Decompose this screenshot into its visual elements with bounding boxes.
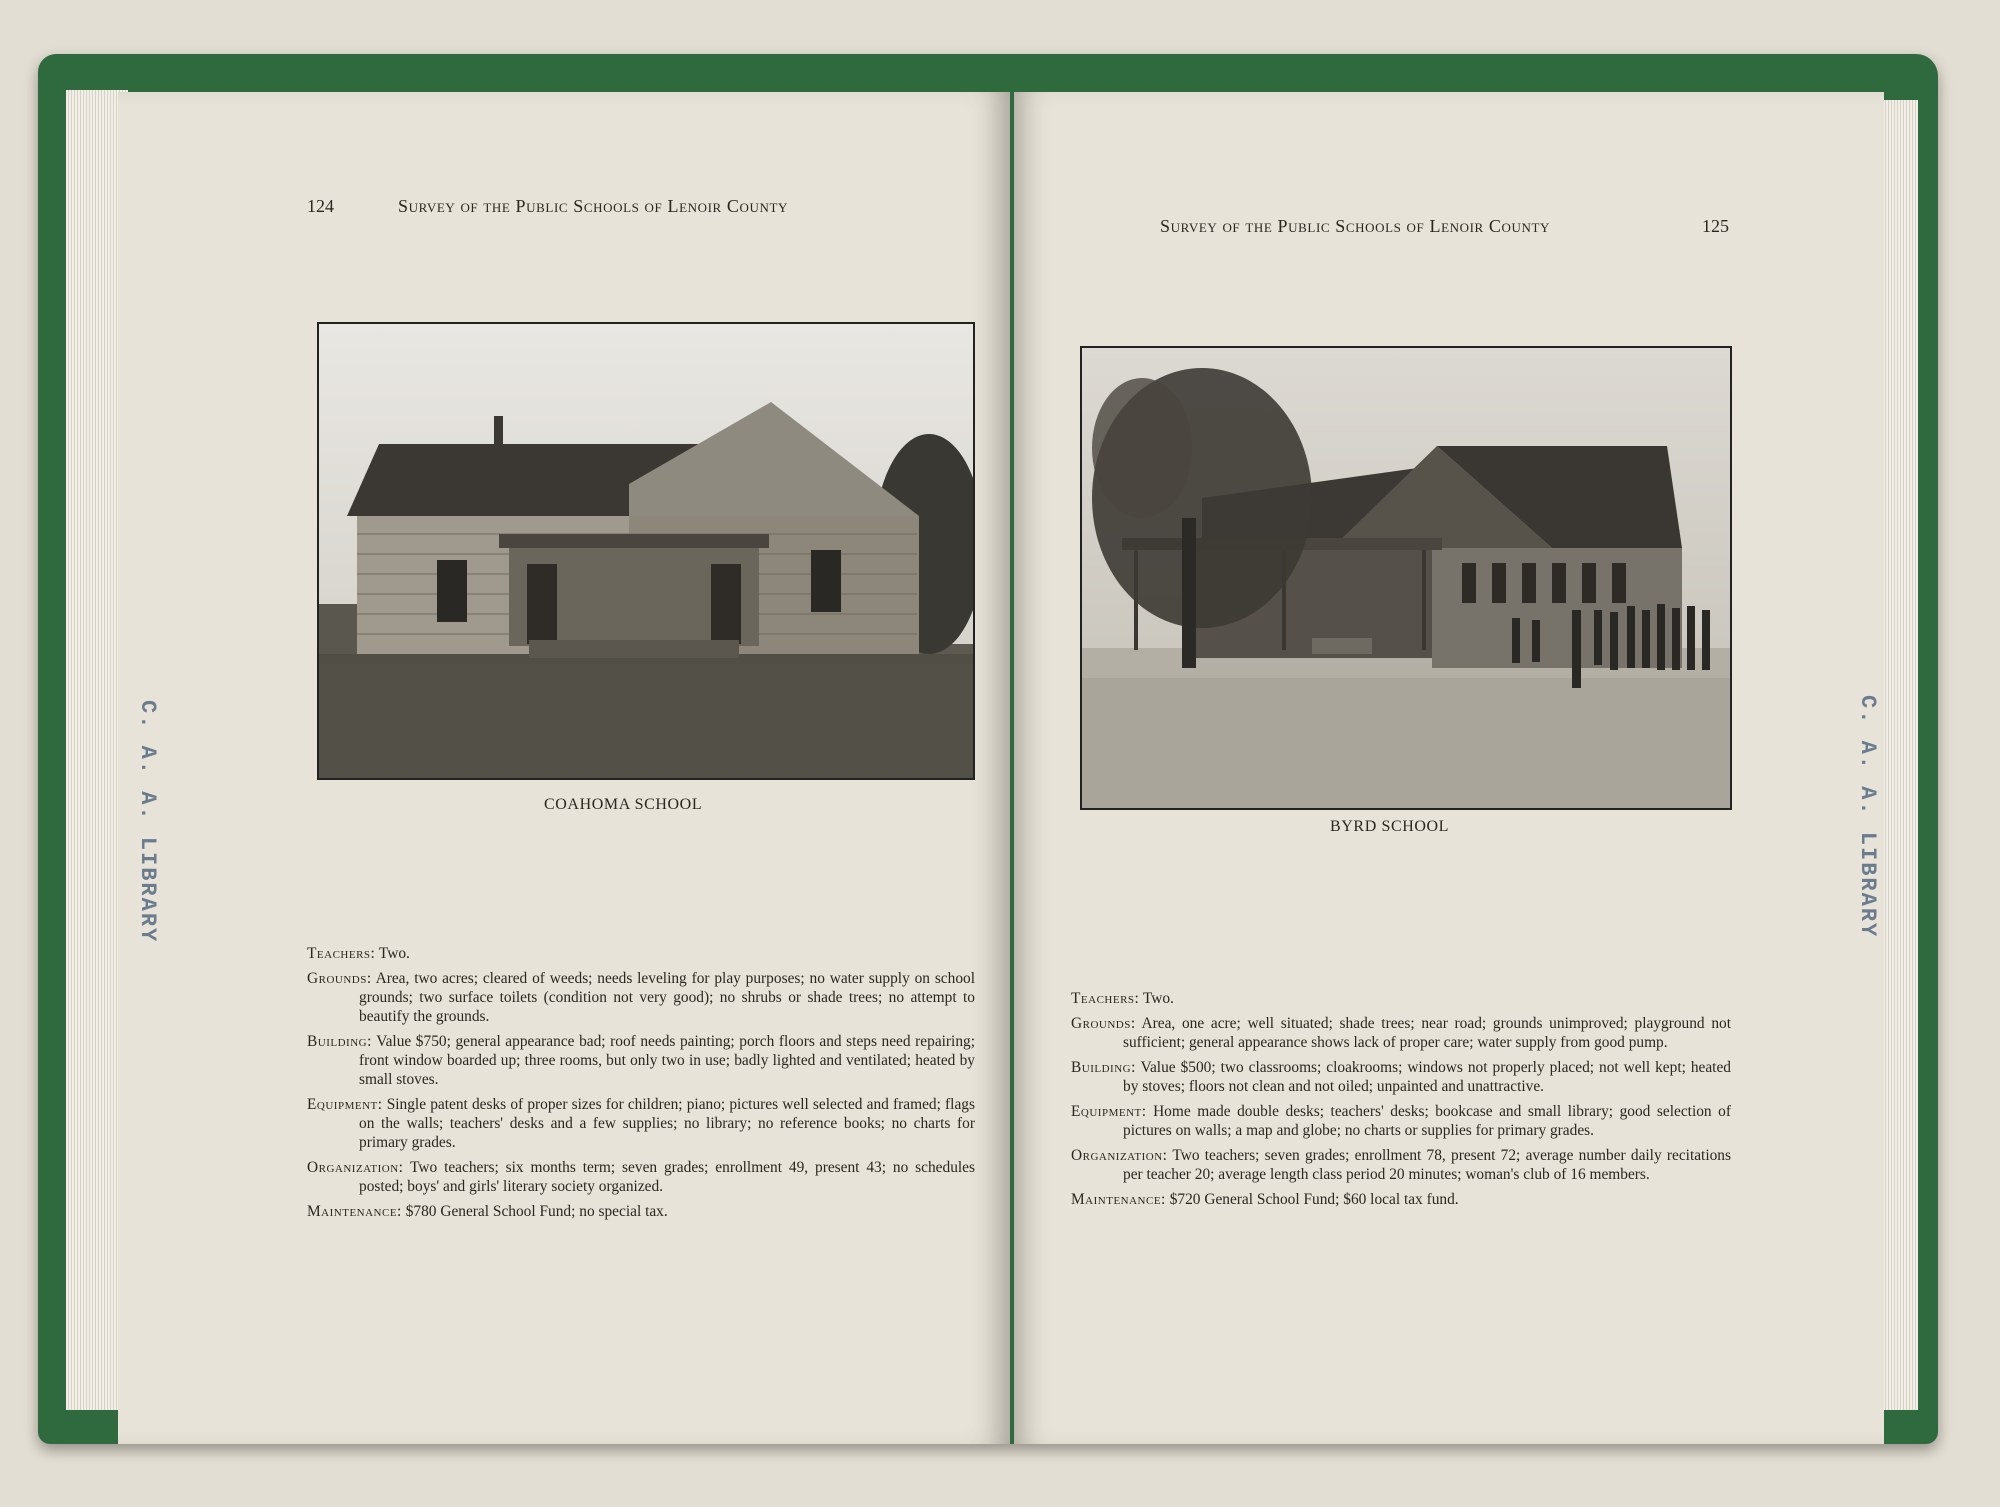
entry-organization: Organization: Two teachers; six months term; seven grades; enrollment 49, present 43; no schedules posted; boys' and girls' literary society organized. bbox=[307, 1159, 975, 1195]
entry-teachers: Teachers: Two. bbox=[307, 945, 410, 962]
coahoma-school-caption: COAHOMA SCHOOL bbox=[544, 796, 703, 813]
entry-grounds: Grounds: Area, two acres; cleared of weeds; needs leveling for play purposes; no water supply on school grounds; two surface toilets (condition not very good); no shrubs or shade trees; no attempt to beautify the grounds. bbox=[307, 970, 976, 1025]
entry-building: Building: Value $500; two classrooms; cloakrooms; windows not properly placed; not well kept; heated by stoves; floors not clean and not oiled; unpainted and unattractive. bbox=[1071, 1059, 1731, 1095]
byrd-school-caption: BYRD SCHOOL bbox=[1330, 818, 1450, 835]
entry-teachers: Teachers: Two. bbox=[1071, 990, 1174, 1007]
entry-building: Building: Value $750; general appearance bad; roof needs painting; porch floors and steps need repairing; front window boarded up; three rooms, but only two in use; badly lighted and ventilated; heated by small stoves. bbox=[307, 1033, 975, 1088]
entry-equipment: Equipment: Home made double desks; teachers' desks; bookcase and small library; good selection of pictures on walls; a map and globe; no charts or supplies for primary grades. bbox=[1071, 1103, 1731, 1139]
entry-maintenance: Maintenance: $780 General School Fund; no special tax. bbox=[307, 1203, 668, 1220]
entry-equipment: Equipment: Single patent desks of proper sizes for children; piano; pictures well selected and framed; flags on the walls; teachers' desks and a few supplies; no library; no reference books; no charts for primary grades. bbox=[307, 1096, 975, 1151]
entry-organization: Organization: Two teachers; seven grades; enrollment 78, present 72; average number daily recitations per teacher 20; average length class period 20 minutes; woman's club of 16 members. bbox=[1071, 1147, 1731, 1183]
left-entries bbox=[307, 944, 975, 1227]
library-stamp-right: C. A. A. LIBRARY bbox=[1855, 695, 1880, 939]
coahoma-school-photo bbox=[317, 322, 975, 780]
byrd-school-photo bbox=[1080, 346, 1732, 810]
entry-grounds: Grounds: Area, one acre; well situated; shade trees; near road; grounds unimproved; playground not sufficient; general appearance shows lack of proper care; water supply from good pump. bbox=[1071, 1015, 1732, 1051]
entry-maintenance: Maintenance: $720 General School Fund; $60 local tax fund. bbox=[1071, 1191, 1459, 1208]
left-running-head: Survey of the Public Schools of Lenoir County bbox=[398, 196, 788, 216]
right-page-number: 125 bbox=[1702, 216, 1729, 236]
library-stamp-left: C. A. A. LIBRARY bbox=[135, 700, 160, 944]
right-entries bbox=[1071, 989, 1731, 1215]
right-running-head: Survey of the Public Schools of Lenoir County bbox=[1160, 216, 1550, 236]
left-page-number: 124 bbox=[307, 196, 334, 216]
